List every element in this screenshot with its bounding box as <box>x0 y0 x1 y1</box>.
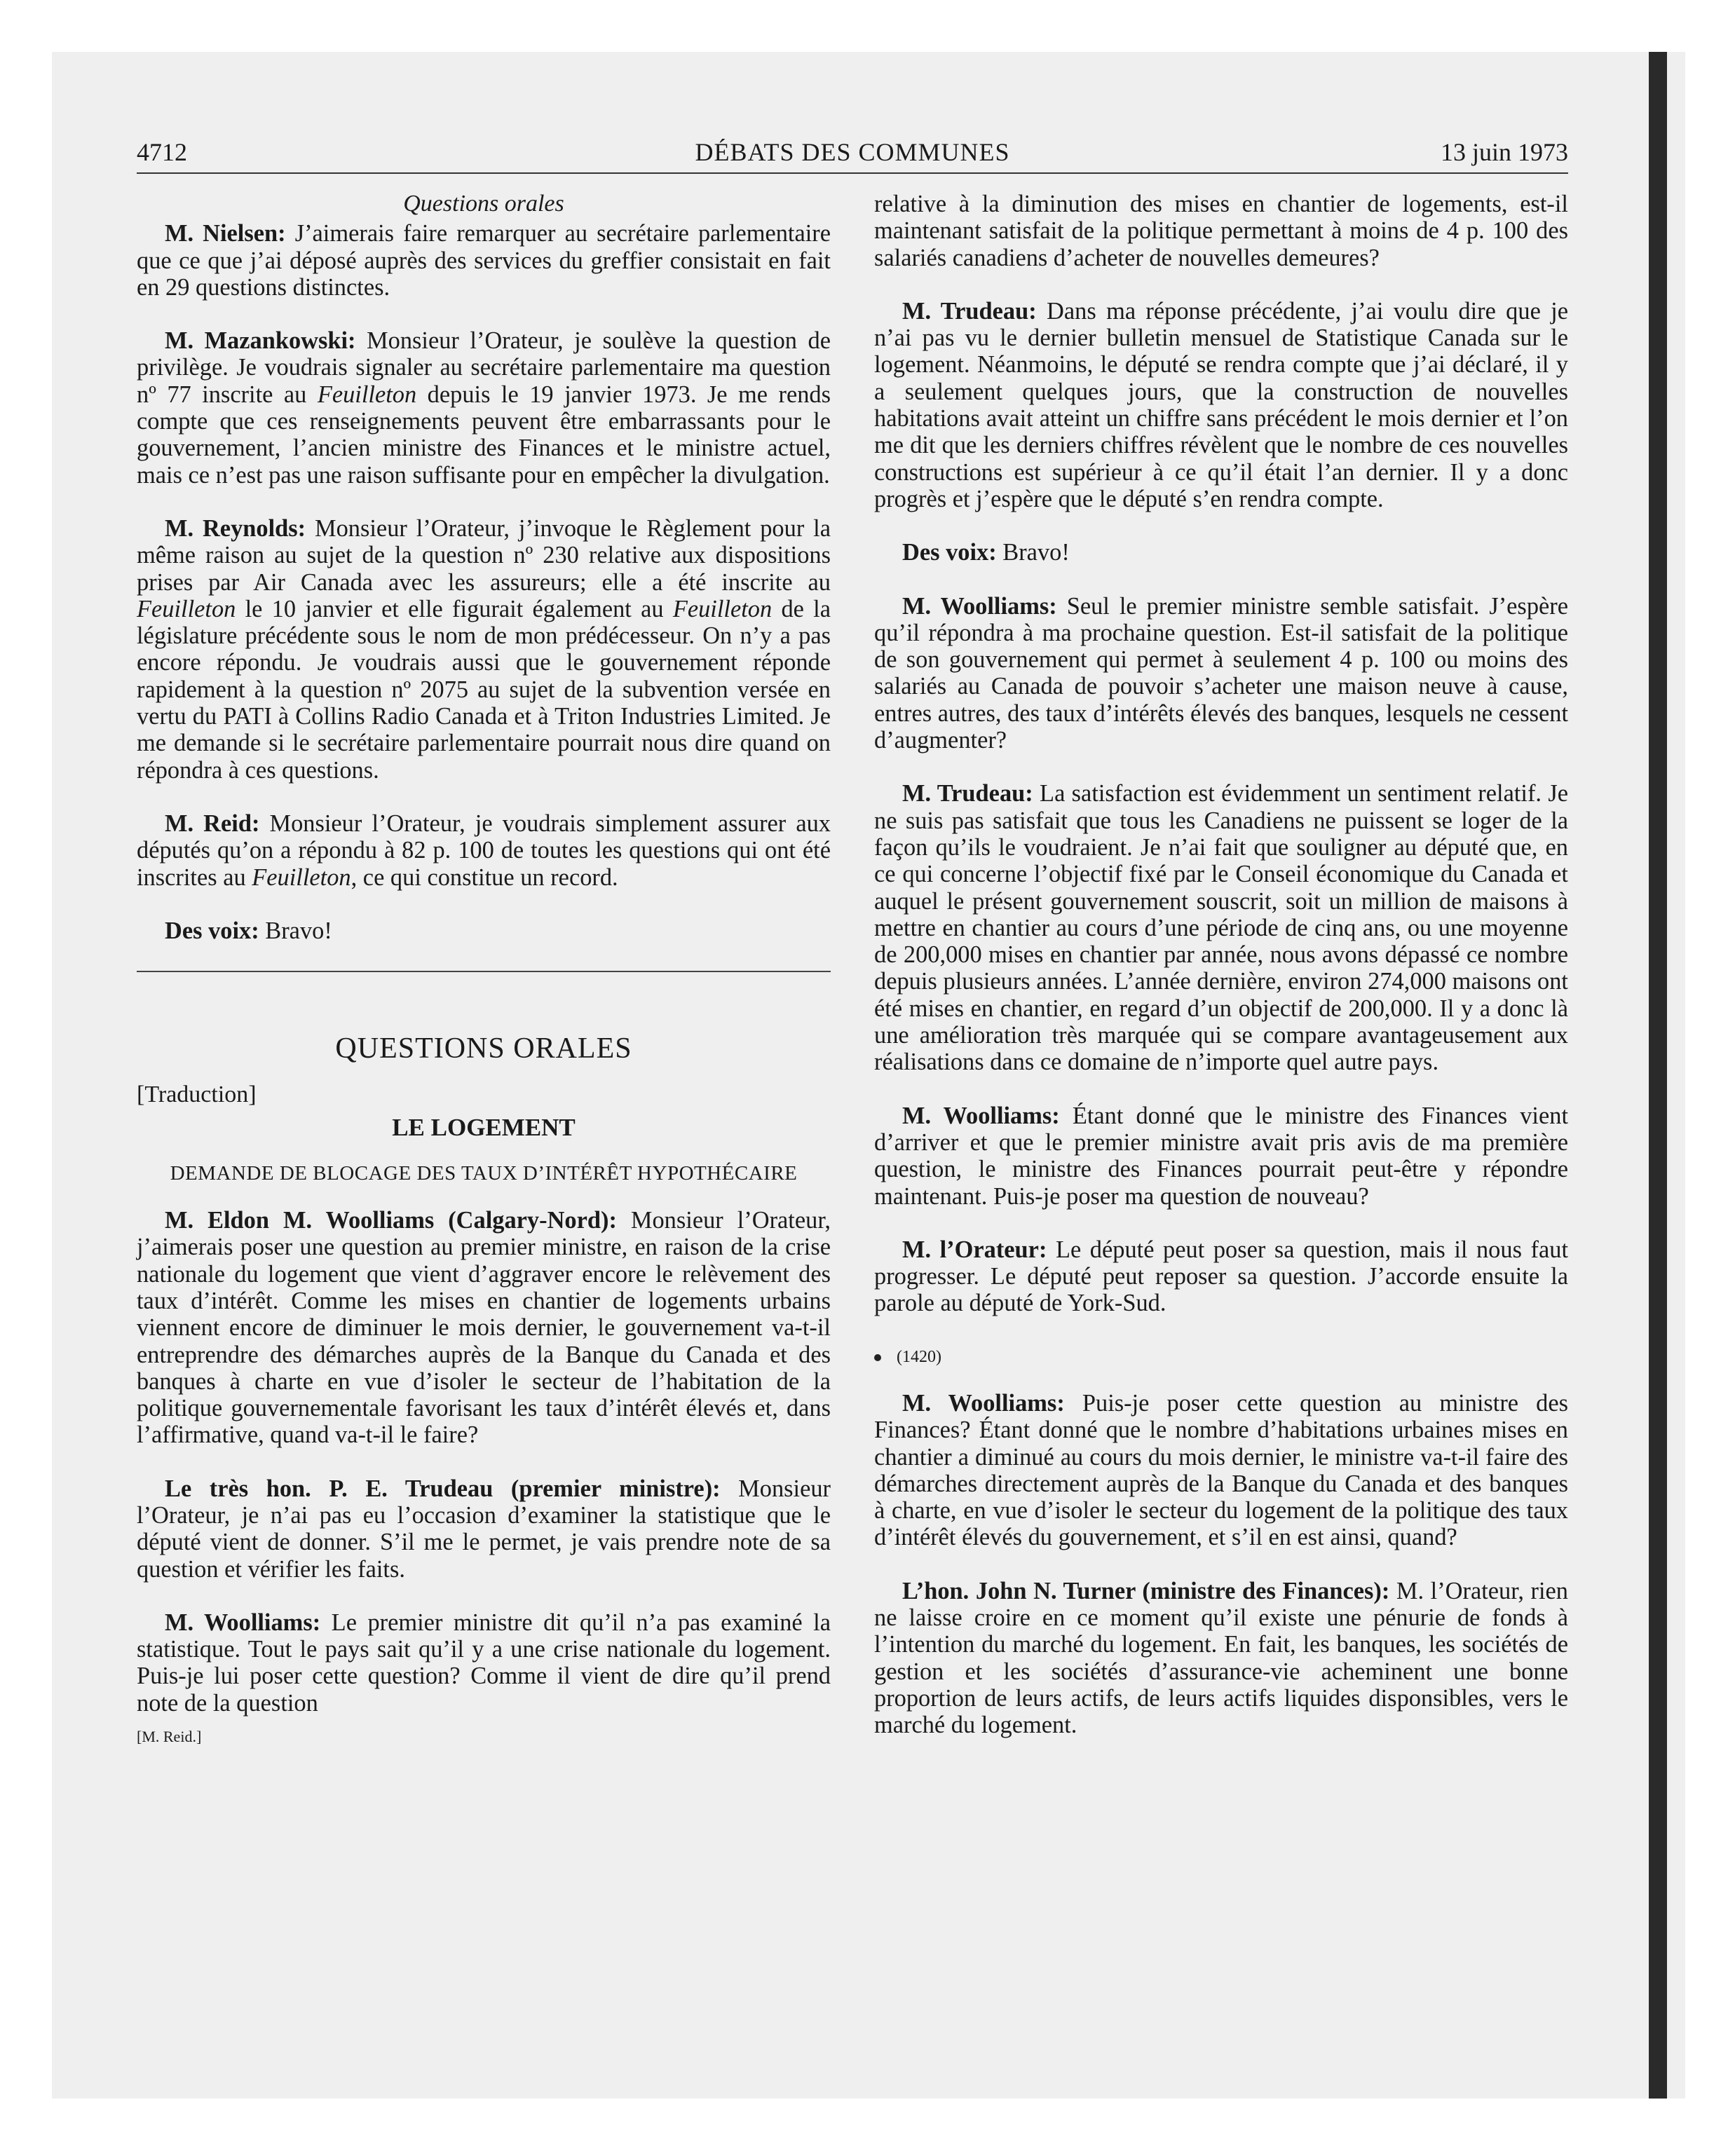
speaker: M. Woolliams: <box>165 1609 321 1636</box>
speaker: M. Woolliams: <box>902 1102 1060 1129</box>
paragraph: M. Trudeau: Dans ma réponse précédente, j’ai voulu dire que je n’ai pas vu le dernier bulletin mensuel de Statistique Canada sur le logement. Néanmoins, le député se rendra compte que j’ai déclaré, il y a seulement quelques jours, que la construction de nouvelles habitations avait atteint un chiffre sans précédent le mois dernier et l’on me dit que les derniers chiffres révèlent que le nombre de ces nouvelles constructions est supérieur à ce qu’il était l’an dernier. Il y a donc progrès et j’espère que le député s’en rendra compte. <box>874 297 1568 512</box>
speaker: Des voix: <box>902 539 997 566</box>
paragraph: M. Reynolds: Monsieur l’Orateur, j’invoque le Règlement pour la même raison au sujet de la question nº 230 relative aux dispositions prises par Air Canada avec les assureurs; elle a été inscrite au Feuilleton le 10 janvier et elle figurait également au Feuilleton de la législature précédente sous le nom de mon prédécesseur. On n’y a pas encore répondu. Je voudrais aussi que le gouvernement réponde rapidement à la question nº 2075 au sujet de la subvention versée en vertu du PATI à Collins Radio Canada et à Triton Industries Limited. Je me demande si le secrétaire parlementaire pourrait nous dire quand on répondra à ces questions. <box>137 514 831 784</box>
speaker: M. Eldon M. Woolliams (Calgary-Nord): <box>165 1207 617 1234</box>
subtitle-heading: DEMANDE DE BLOCAGE DES TAUX D’INTÉRÊT HYPOTHÉCAIRE <box>170 1162 798 1185</box>
paragraph: M. l’Orateur: Le député peut poser sa question, mais il nous faut progresser. Le député peut reposer sa question. J’accorde ensuite la parole au député de York-Sud. <box>874 1236 1568 1317</box>
bullet-icon <box>874 1354 881 1361</box>
paragraph: M. Mazankowski: Monsieur l’Orateur, je soulève la question de privilège. Je voudrais signaler au secrétaire parlementaire ma question nº 77 inscrite au Feuilleton depuis le 19 janvier 1973. Je me rends compte que ces renseignements peuvent être embarrassants pour le gouvernement, l’ancien ministre des Finances et le ministre actuel, mais ce n’est pas une raison suffisante pour en empêcher la divulgation. <box>137 327 831 489</box>
rubric: Questions orales <box>403 191 564 217</box>
paragraph: Des voix: Bravo! <box>902 539 1070 566</box>
scan-edge <box>1649 52 1667 2099</box>
paragraph: M. Nielsen: J’aimerais faire remarquer au secrétaire parlementaire que ce que j’ai déposé auprès des services du greffier consistait en fait en 29 questions distinctes. <box>137 220 831 301</box>
speaker: M. Reynolds: <box>165 514 306 542</box>
paragraph: L’hon. John N. Turner (ministre des Finances): M. l’Orateur, rien ne laisse croire en ce moment qu’il existe une pénurie de fonds à l’intention du marché du logement. En fait, les banques, les sociétés de gestion et les sociétés d’assurance-vie acheminent une bonne proportion de leurs actifs, de leurs actifs liquides disponsibles, vers le marché du logement. <box>874 1577 1568 1739</box>
speaker: M. Trudeau: <box>902 780 1033 807</box>
paragraph: M. Woolliams: Le premier ministre dit qu’il n’a pas examiné la statistique. Tout le pays sait qu’il y a une crise nationale du logement. Puis-je lui poser cette question? Comme il vient de dire qu’il prend note de la question <box>137 1609 831 1717</box>
speaker: M. Reid: <box>165 810 260 837</box>
page-number: 4712 <box>137 138 187 166</box>
translation-tag: [Traduction] <box>137 1082 257 1108</box>
subject-heading: LE LOGEMENT <box>392 1113 576 1141</box>
speaker: Le très hon. P. E. Trudeau (premier ministre): <box>165 1475 721 1502</box>
paragraph: M. Trudeau: La satisfaction est évidemment un sentiment relatif. Je ne suis pas satisfait que tous les Canadiens ne puissent se loger de la façon qu’ils le voudraient. Je n’ai fait que souligner au député que, en ce qui concerne l’objectif fixé par le Conseil économique du Canada et auquel le présent gouvernement souscrit, soit un million de maisons à mettre en chantier au cours d’une période de cinq ans, ou une moyenne de 200,000 mises en chantier par année, nous avons dépassé ce nombre depuis plusieurs années. L’année dernière, environ 274,000 maisons ont été mises en chantier, en regard d’un objectif de 200,000. Il y a donc là une amélioration très marquée qui se compare avantageusement aux réalisations dans ce domaine de n’importe quel autre pays. <box>874 780 1568 1076</box>
section-title: QUESTIONS ORALES <box>335 1032 632 1065</box>
paragraph: M. Eldon M. Woolliams (Calgary-Nord): Monsieur l’Orateur, j’aimerais poser une question au premier ministre, en raison de la crise nationale du logement que vient d’aggraver encore le relèvement des taux d’intérêt. Comme les mises en chantier de logements urbains viennent encore de diminuer le mois dernier, le gouvernement va-t-il entreprendre des démarches auprès de la Banque du Canada et des banques à charte en vue d’isoler le secteur de l’habitation de la politique gouvernementale favorisant les taux d’intérêt élevés et, dans l’affirmative, quand va-t-il le faire? <box>137 1207 831 1449</box>
time-marker: (1420) <box>874 1344 1568 1370</box>
paragraph: M. Woolliams: Étant donné que le ministre des Finances vient d’arriver et que le premier ministre avait pris avis de ma première question, le ministre des Finances pourrait peut-être y répondre maintenant. Puis-je poser ma question de nouveau? <box>874 1102 1568 1210</box>
page-header <box>137 137 1568 174</box>
left-column <box>137 191 831 1750</box>
speaker: L’hon. John N. Turner (ministre des Finances): <box>902 1577 1390 1604</box>
paragraph: Le très hon. P. E. Trudeau (premier ministre): Monsieur l’Orateur, je n’ai pas eu l’occasion d’examiner la statistique que le député vient de donner. S’il me le permet, je vais prendre note de sa question et vérifier les faits. <box>137 1475 831 1583</box>
speaker: M. Woolliams: <box>902 1389 1065 1417</box>
paragraph: M. Woolliams: Seul le premier ministre semble satisfait. J’espère qu’il répondra à ma prochaine question. Est-il satisfait de la politique de son gouvernement qui permet à seulement 4 p. 100 ou moins des salariés au Canada de pouvoir s’acheter une maison neuve à cause, entres autres, des taux d’intérêts élevés des banques, lesquels ne cessent d’augmenter? <box>874 592 1568 754</box>
publication-date: 13 juin 1973 <box>1440 138 1568 166</box>
speaker: Des voix: <box>165 917 259 944</box>
section-divider <box>137 971 831 972</box>
paragraph: relative à la diminution des mises en chantier de logements, est-il maintenant satisfait de la politique permettant à moins de 4 p. 100 des salariés canadiens d’acheter de nouvelles demeures? <box>874 191 1568 271</box>
speaker: M. Trudeau: <box>902 297 1037 325</box>
paragraph: Des voix: Bravo! <box>165 917 332 944</box>
paragraph: M. Reid: Monsieur l’Orateur, je voudrais simplement assurer aux députés qu’on a répondu à 82 p. 100 de toutes les questions qui ont été inscrites au Feuilleton, ce qui constitue un record. <box>137 810 831 891</box>
speaker: M. Woolliams: <box>902 592 1057 620</box>
paragraph: M. Woolliams: Puis-je poser cette question au ministre des Finances? Étant donné que le nombre d’habitations urbaines mises en chantier a diminué au cours du mois dernier, le ministre va-t-il faire des démarches directement auprès de la Banque du Canada et des banques à charte, en vue d’isoler le secteur du logement de la politique des taux d’intérêt élevés du gouvernement, et s’il en est ainsi, quand? <box>874 1389 1568 1551</box>
right-column <box>874 191 1568 1766</box>
speaker: M. l’Orateur: <box>902 1236 1047 1263</box>
speaker: M. Nielsen: <box>165 220 286 247</box>
publication-title: DÉBATS DES COMMUNES <box>695 138 1010 166</box>
speaker: M. Mazankowski: <box>165 327 356 355</box>
footer-reference: [M. Reid.] <box>137 1728 202 1746</box>
